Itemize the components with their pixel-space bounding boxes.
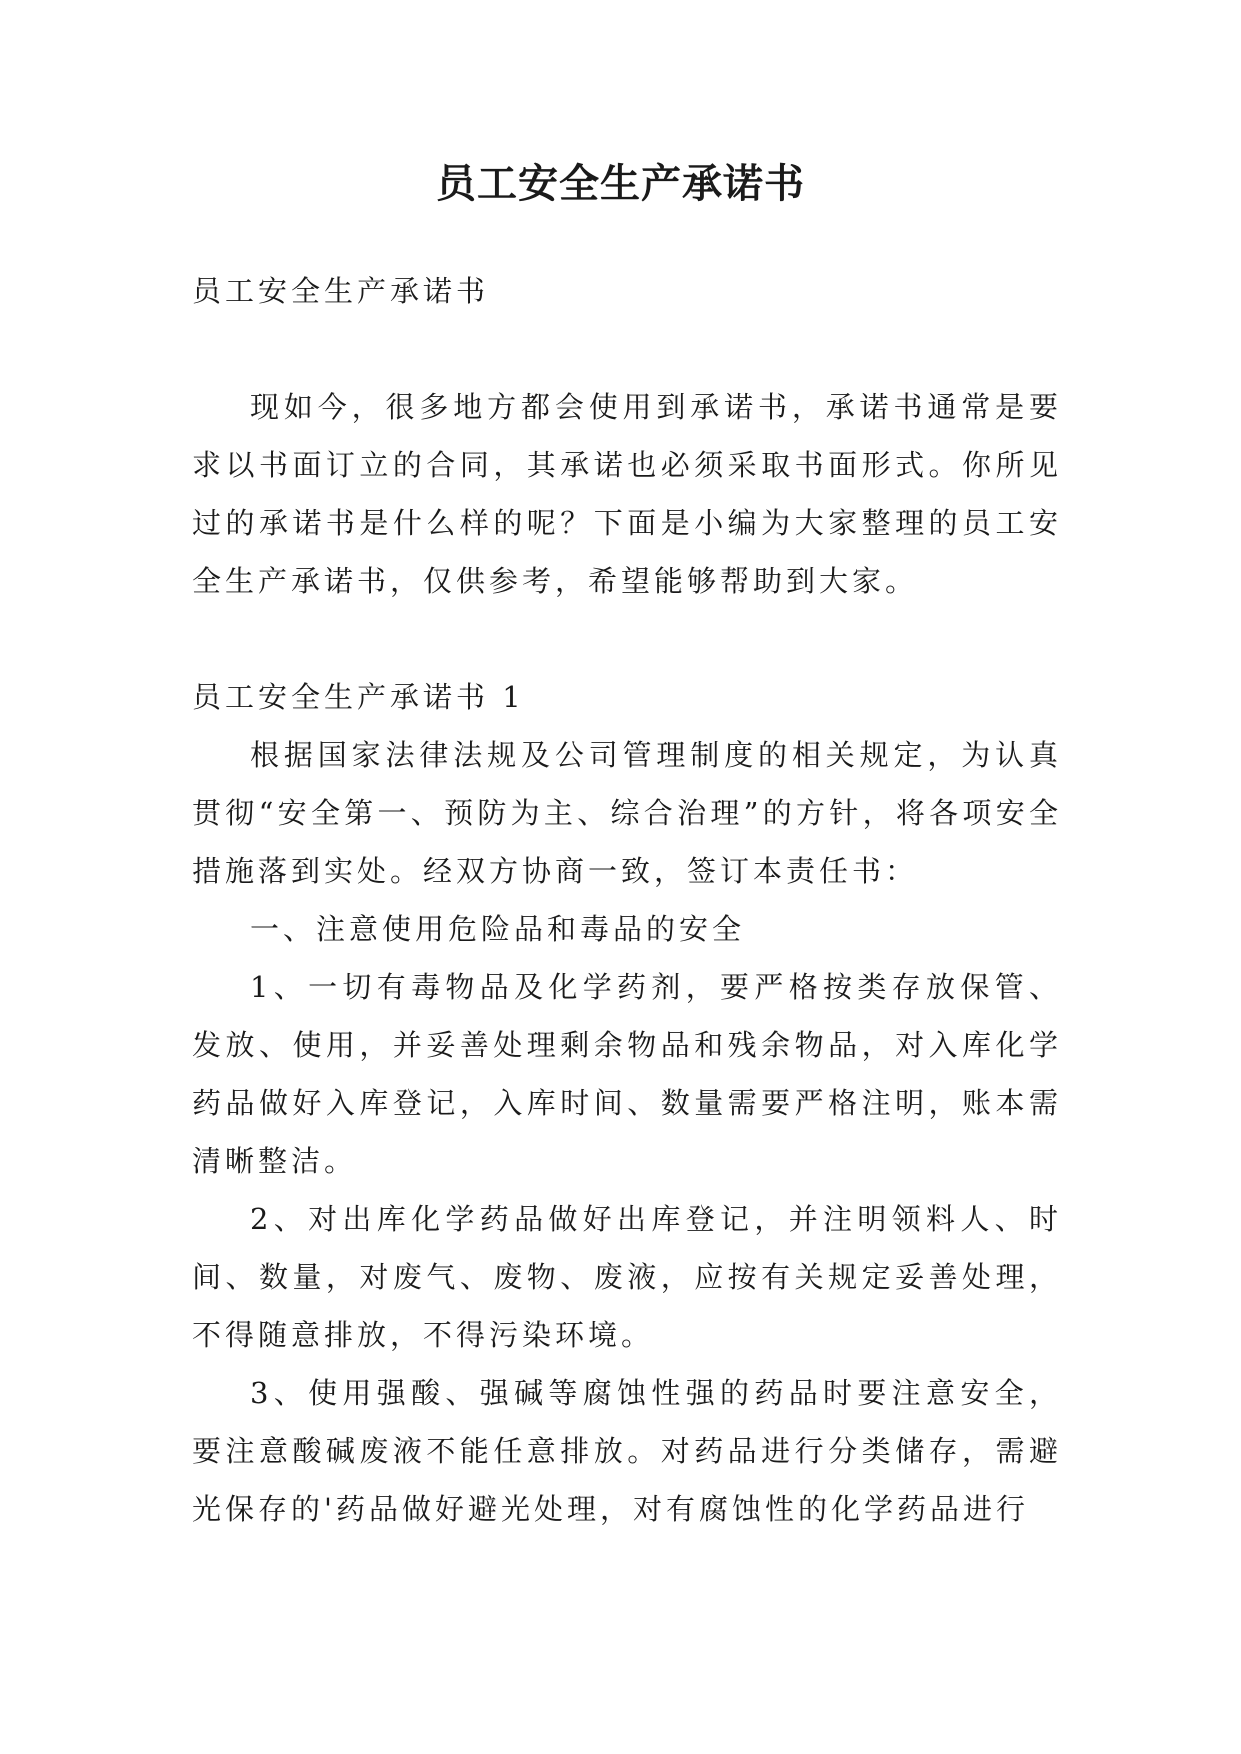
intro-paragraph: 现如今，很多地方都会使用到承诺书，承诺书通常是要求以书面订立的合同，其承诺也必须采取书面形式。你所见过的承诺书是什么样的呢？下面是小编为大家整理的员工安全生产承诺书，仅供参考，希望能够帮助到大家。 xyxy=(192,390,1062,598)
document-body xyxy=(192,262,1062,1538)
document-subtitle: 员工安全生产承诺书 xyxy=(192,274,490,308)
blank-line xyxy=(192,610,1062,668)
body-paragraph: 2、对出库化学药品做好出库登记，并注明领料人、时间、数量，对废气、废物、废液，应按有关规定妥善处理，不得随意排放，不得污染环境。 xyxy=(192,1202,1062,1352)
clause-heading: 一、注意使用危险品和毒品的安全 xyxy=(250,912,746,946)
blank-line xyxy=(192,320,1062,378)
body-paragraph: 1、一切有毒物品及化学药剂，要严格按类存放保管、发放、使用，并妥善处理剩余物品和残余物品，对入库化学药品做好入库登记，入库时间、数量需要严格注明，账本需清晰整洁。 xyxy=(192,970,1062,1178)
section-heading: 员工安全生产承诺书 1 xyxy=(192,680,525,714)
document-title: 员工安全生产承诺书 xyxy=(436,160,805,207)
body-paragraph: 根据国家法律法规及公司管理制度的相关规定，为认真贯彻“安全第一、预防为主、综合治理”的方针，将各项安全措施落到实处。经双方协商一致，签订本责任书： xyxy=(192,738,1062,888)
body-paragraph: 3、使用强酸、强碱等腐蚀性强的药品时要注意安全，要注意酸碱废液不能任意排放。对药品进行分类储存，需避光保存的'药品做好避光处理，对有腐蚀性的化学药品进行 xyxy=(192,1376,1062,1526)
